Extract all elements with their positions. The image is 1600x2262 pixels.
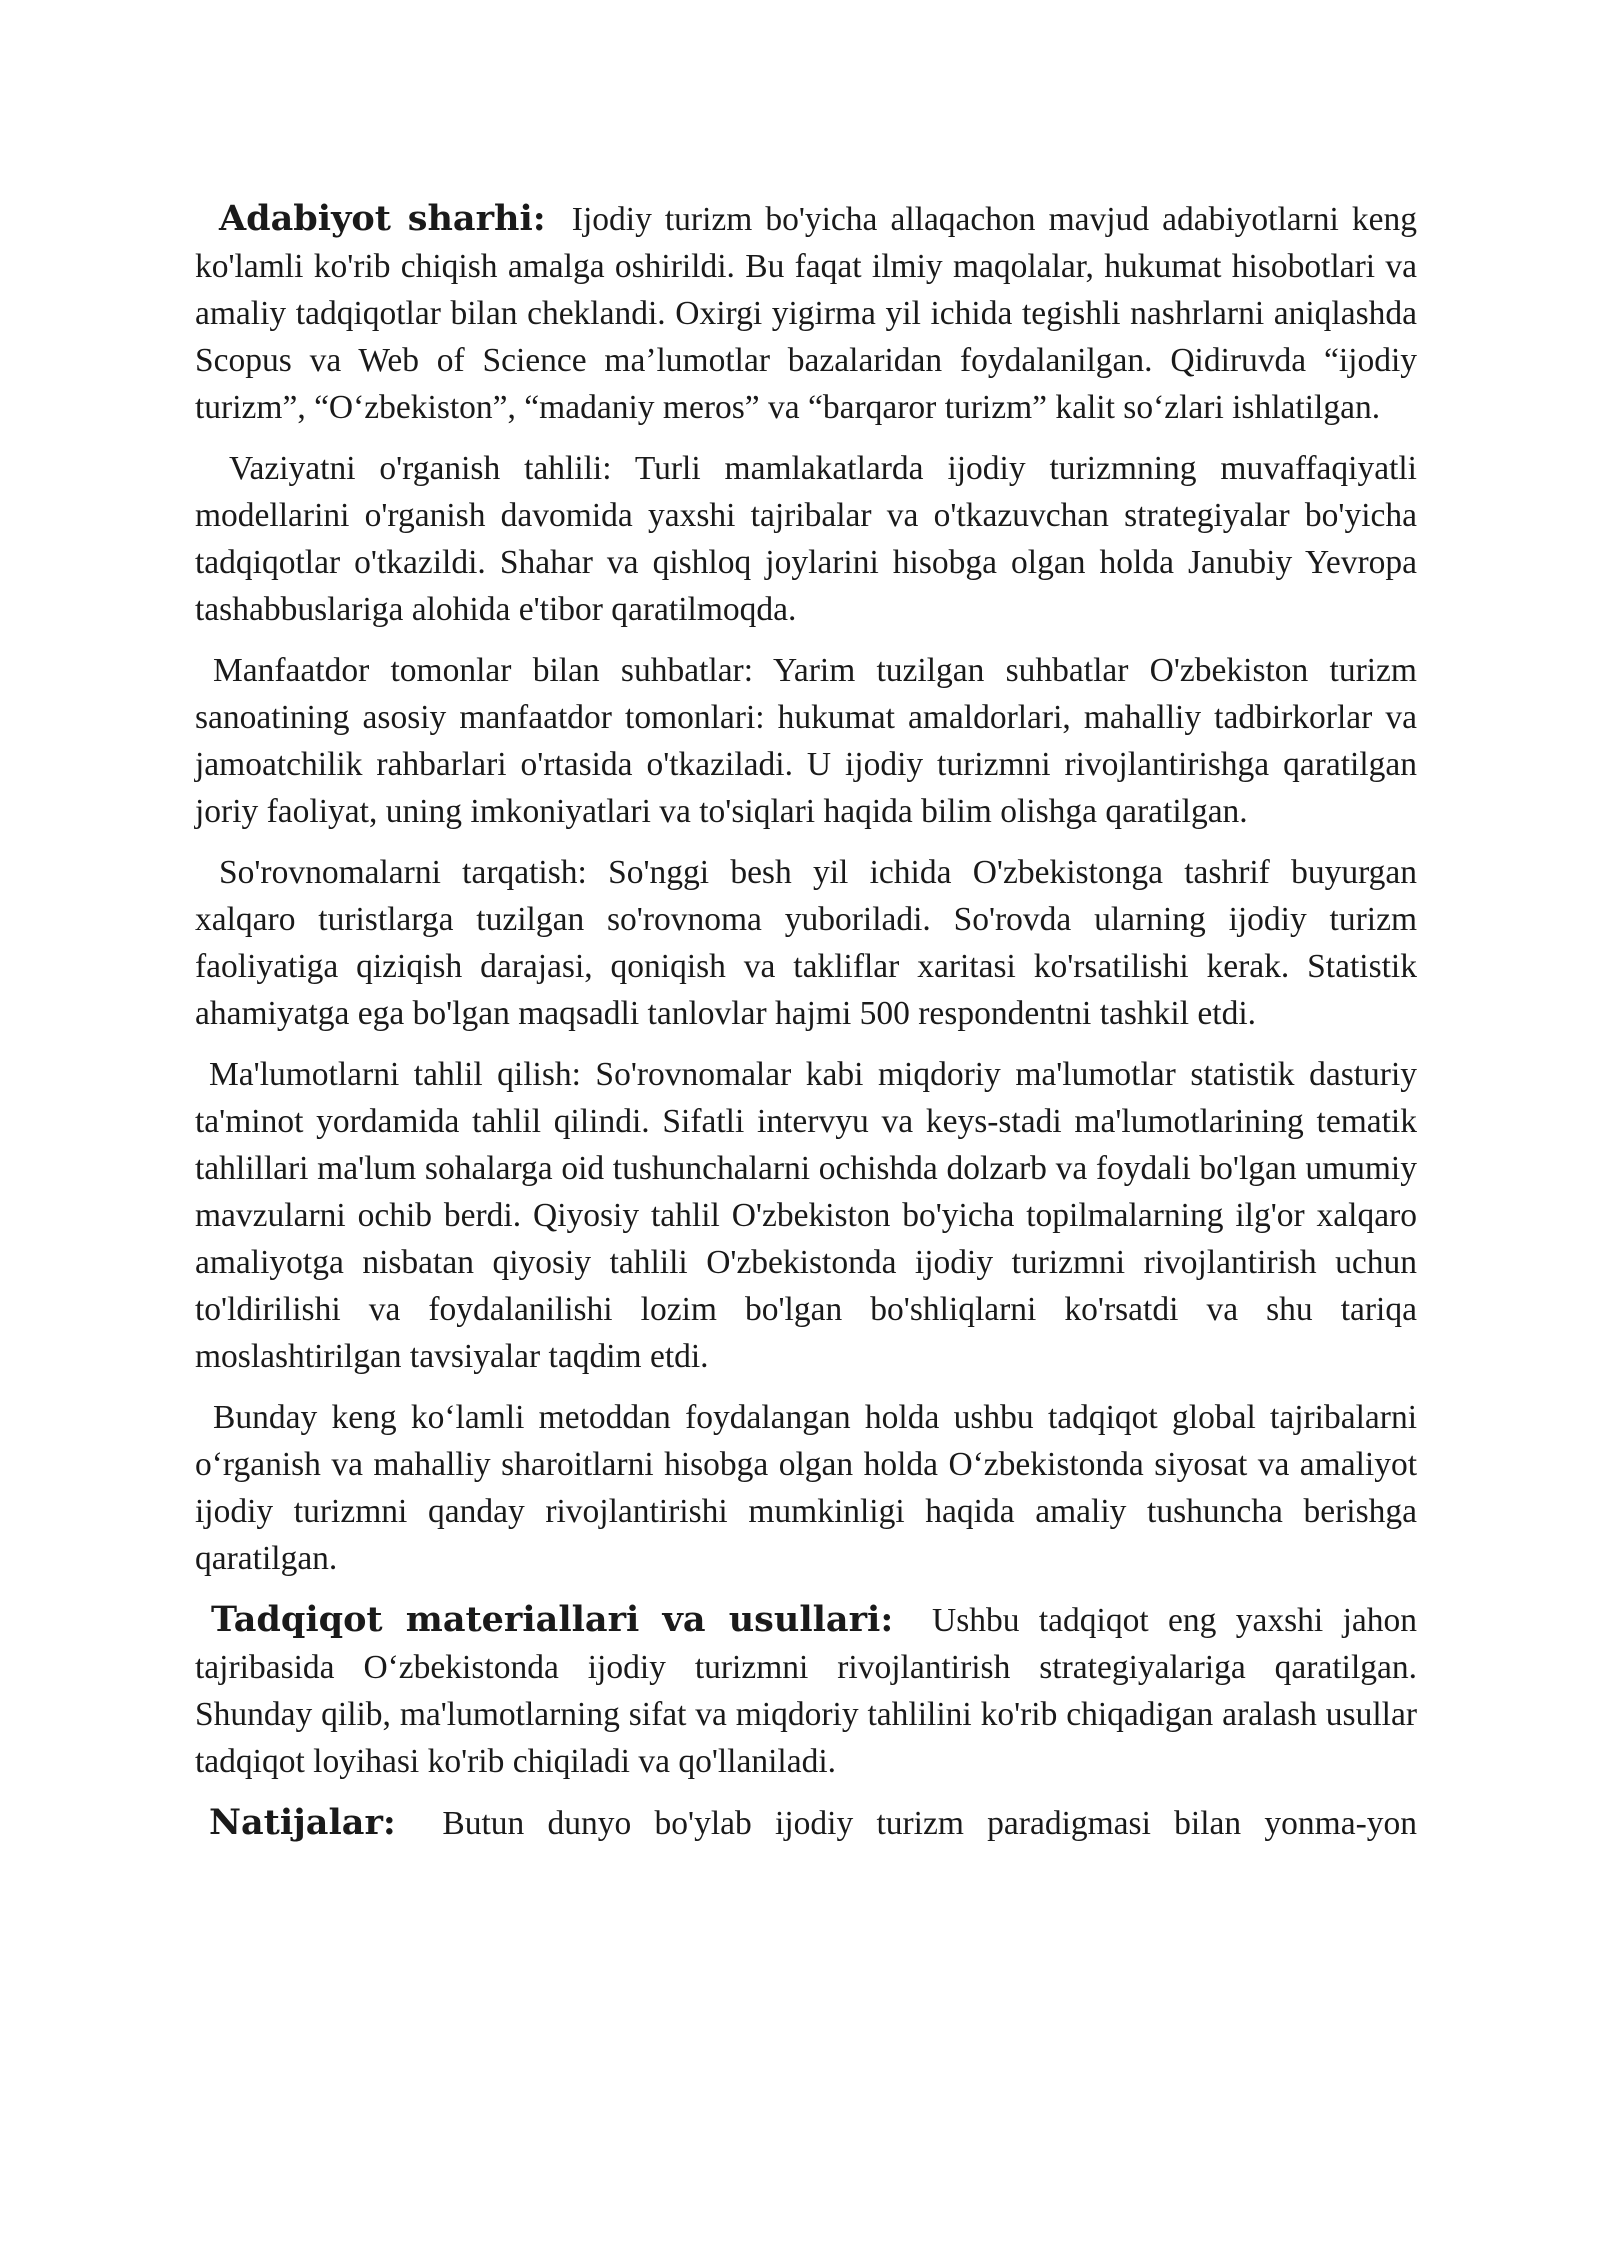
paragraph-text: So'rovnomalarni tarqatish: So'nggi besh yil ichida O'zbekistonga tashrif buyurgan xalqaro turistlarga tuzilgan so'rovnoma yuboriladi. So'rovda ularning ijodiy turizm faoliyatiga qiziqish darajasi, qoniqish va takliflar xaritasi ko'rsatilishi kerak. Statistik ahamiyatga ega bo'lgan maqsadli tanlovlar hajmi 500 respondentni tashkil etdi. [195, 854, 1417, 1032]
paragraph-sorovnomalar [195, 849, 1417, 1037]
paragraph-text: Ijodiy turizm bo'yicha allaqachon mavjud adabiyotlarni keng ko'lamli ko'rib chiqish amalga oshirildi. Bu faqat ilmiy maqolalar, hukumat hisobotlari va amaliy tadqiqotlar bilan cheklandi. Oxirgi yigirma yil ichida tegishli nashrlarni aniqlashda Scopus va Web of Science ma’lumotlar bazalaridan foydalanilgan. Qidiruvda “ijodiy turizm”, “O‘zbekiston”, “madaniy meros” va “barqaror turizm” kalit so‘zlari ishlatilgan. [195, 201, 1418, 426]
paragraph-tadqiqot-materiallari [195, 1596, 1417, 1785]
paragraph-text: Butun dunyo bo'ylab ijodiy turizm paradigmasi bilan yonma-yon [442, 1805, 1418, 1842]
paragraph-adabiyot-sharhi [195, 195, 1417, 431]
paragraph-text: Bunday keng ko‘lamli metoddan foydalangan holda ushbu tadqiqot global tajribalarni o‘rganish va mahalliy sharoitlarni hisobga olgan holda O‘zbekistonda siyosat va amaliyot ijodiy turizmni qanday rivojlantirishi mumkinligi haqida amaliy tushuncha berishga qaratilgan. [195, 1399, 1417, 1577]
paragraph-bunday-keng [195, 1394, 1417, 1582]
section-heading: Tadqiqot materiallari va usullari: [211, 1599, 894, 1640]
paragraph-text: Ma'lumotlarni tahlil qilish: So'rovnomalar kabi miqdoriy ma'lumotlar statistik dasturiy ta'minot yordamida tahlil qilindi. Sifatli intervyu va keys-stadi ma'lumotlarining tematik tahlillari ma'lum sohalarga oid tushunchalarni ochishda dolzarb va foydali bo'lgan umumiy mavzularni ochib berdi. Qiyosiy tahlil O'zbekiston bo'yicha topilmalarning ilg'or xalqaro amaliyotga nisbatan qiyosiy tahlili O'zbekistonda ijodiy turizmni rivojlantirish uchun to'ldirilishi va foydalanilishi lozim bo'lgan bo'shliqlarni ko'rsatdi va shu tariqa moslashtirilgan tavsiyalar taqdim etdi. [195, 1056, 1417, 1375]
paragraph-text: Vaziyatni o'rganish tahlili: Turli mamlakatlarda ijodiy turizmning muvaffaqiyatli modellarini o'rganish davomida yaxshi tajribalar va o'tkazuvchan strategiyalar bo'yicha tadqiqotlar o'tkazildi. Shahar va qishloq joylarini hisobga olgan holda Janubiy Yevropa tashabbuslariga alohida e'tibor qaratilmoqda. [195, 450, 1417, 628]
document-page [195, 195, 1417, 1861]
paragraph-manfaatdor-tomonlar [195, 647, 1417, 835]
section-heading: Natijalar: [209, 1802, 396, 1843]
paragraph-vaziyatni-organish [195, 445, 1417, 633]
paragraph-text: Manfaatdor tomonlar bilan suhbatlar: Yarim tuzilgan suhbatlar O'zbekiston turizm sanoatining asosiy manfaatdor tomonlari: hukumat amaldorlari, mahalliy tadbirkorlar va jamoatchilik rahbarlari o'rtasida o'tkaziladi. U ijodiy turizmni rivojlantirishga qaratilgan joriy faoliyat, uning imkoniyatlari va to'siqlari haqida bilim olishga qaratilgan. [195, 652, 1417, 830]
paragraph-text: Ushbu tadqiqot eng yaxshi jahon tajribasida O‘zbekistonda ijodiy turizmni rivojlantirish strategiyalariga qaratilgan. Shunday qilib, ma'lumotlarning sifat va miqdoriy tahlilini ko'rib chiqadigan aralash usullar tadqiqot loyihasi ko'rib chiqiladi va qo'llaniladi. [195, 1602, 1418, 1780]
paragraph-natijalar [195, 1799, 1417, 1847]
section-heading: Adabiyot sharhi: [219, 198, 546, 239]
paragraph-malumotlarni-tahlil [195, 1051, 1417, 1380]
